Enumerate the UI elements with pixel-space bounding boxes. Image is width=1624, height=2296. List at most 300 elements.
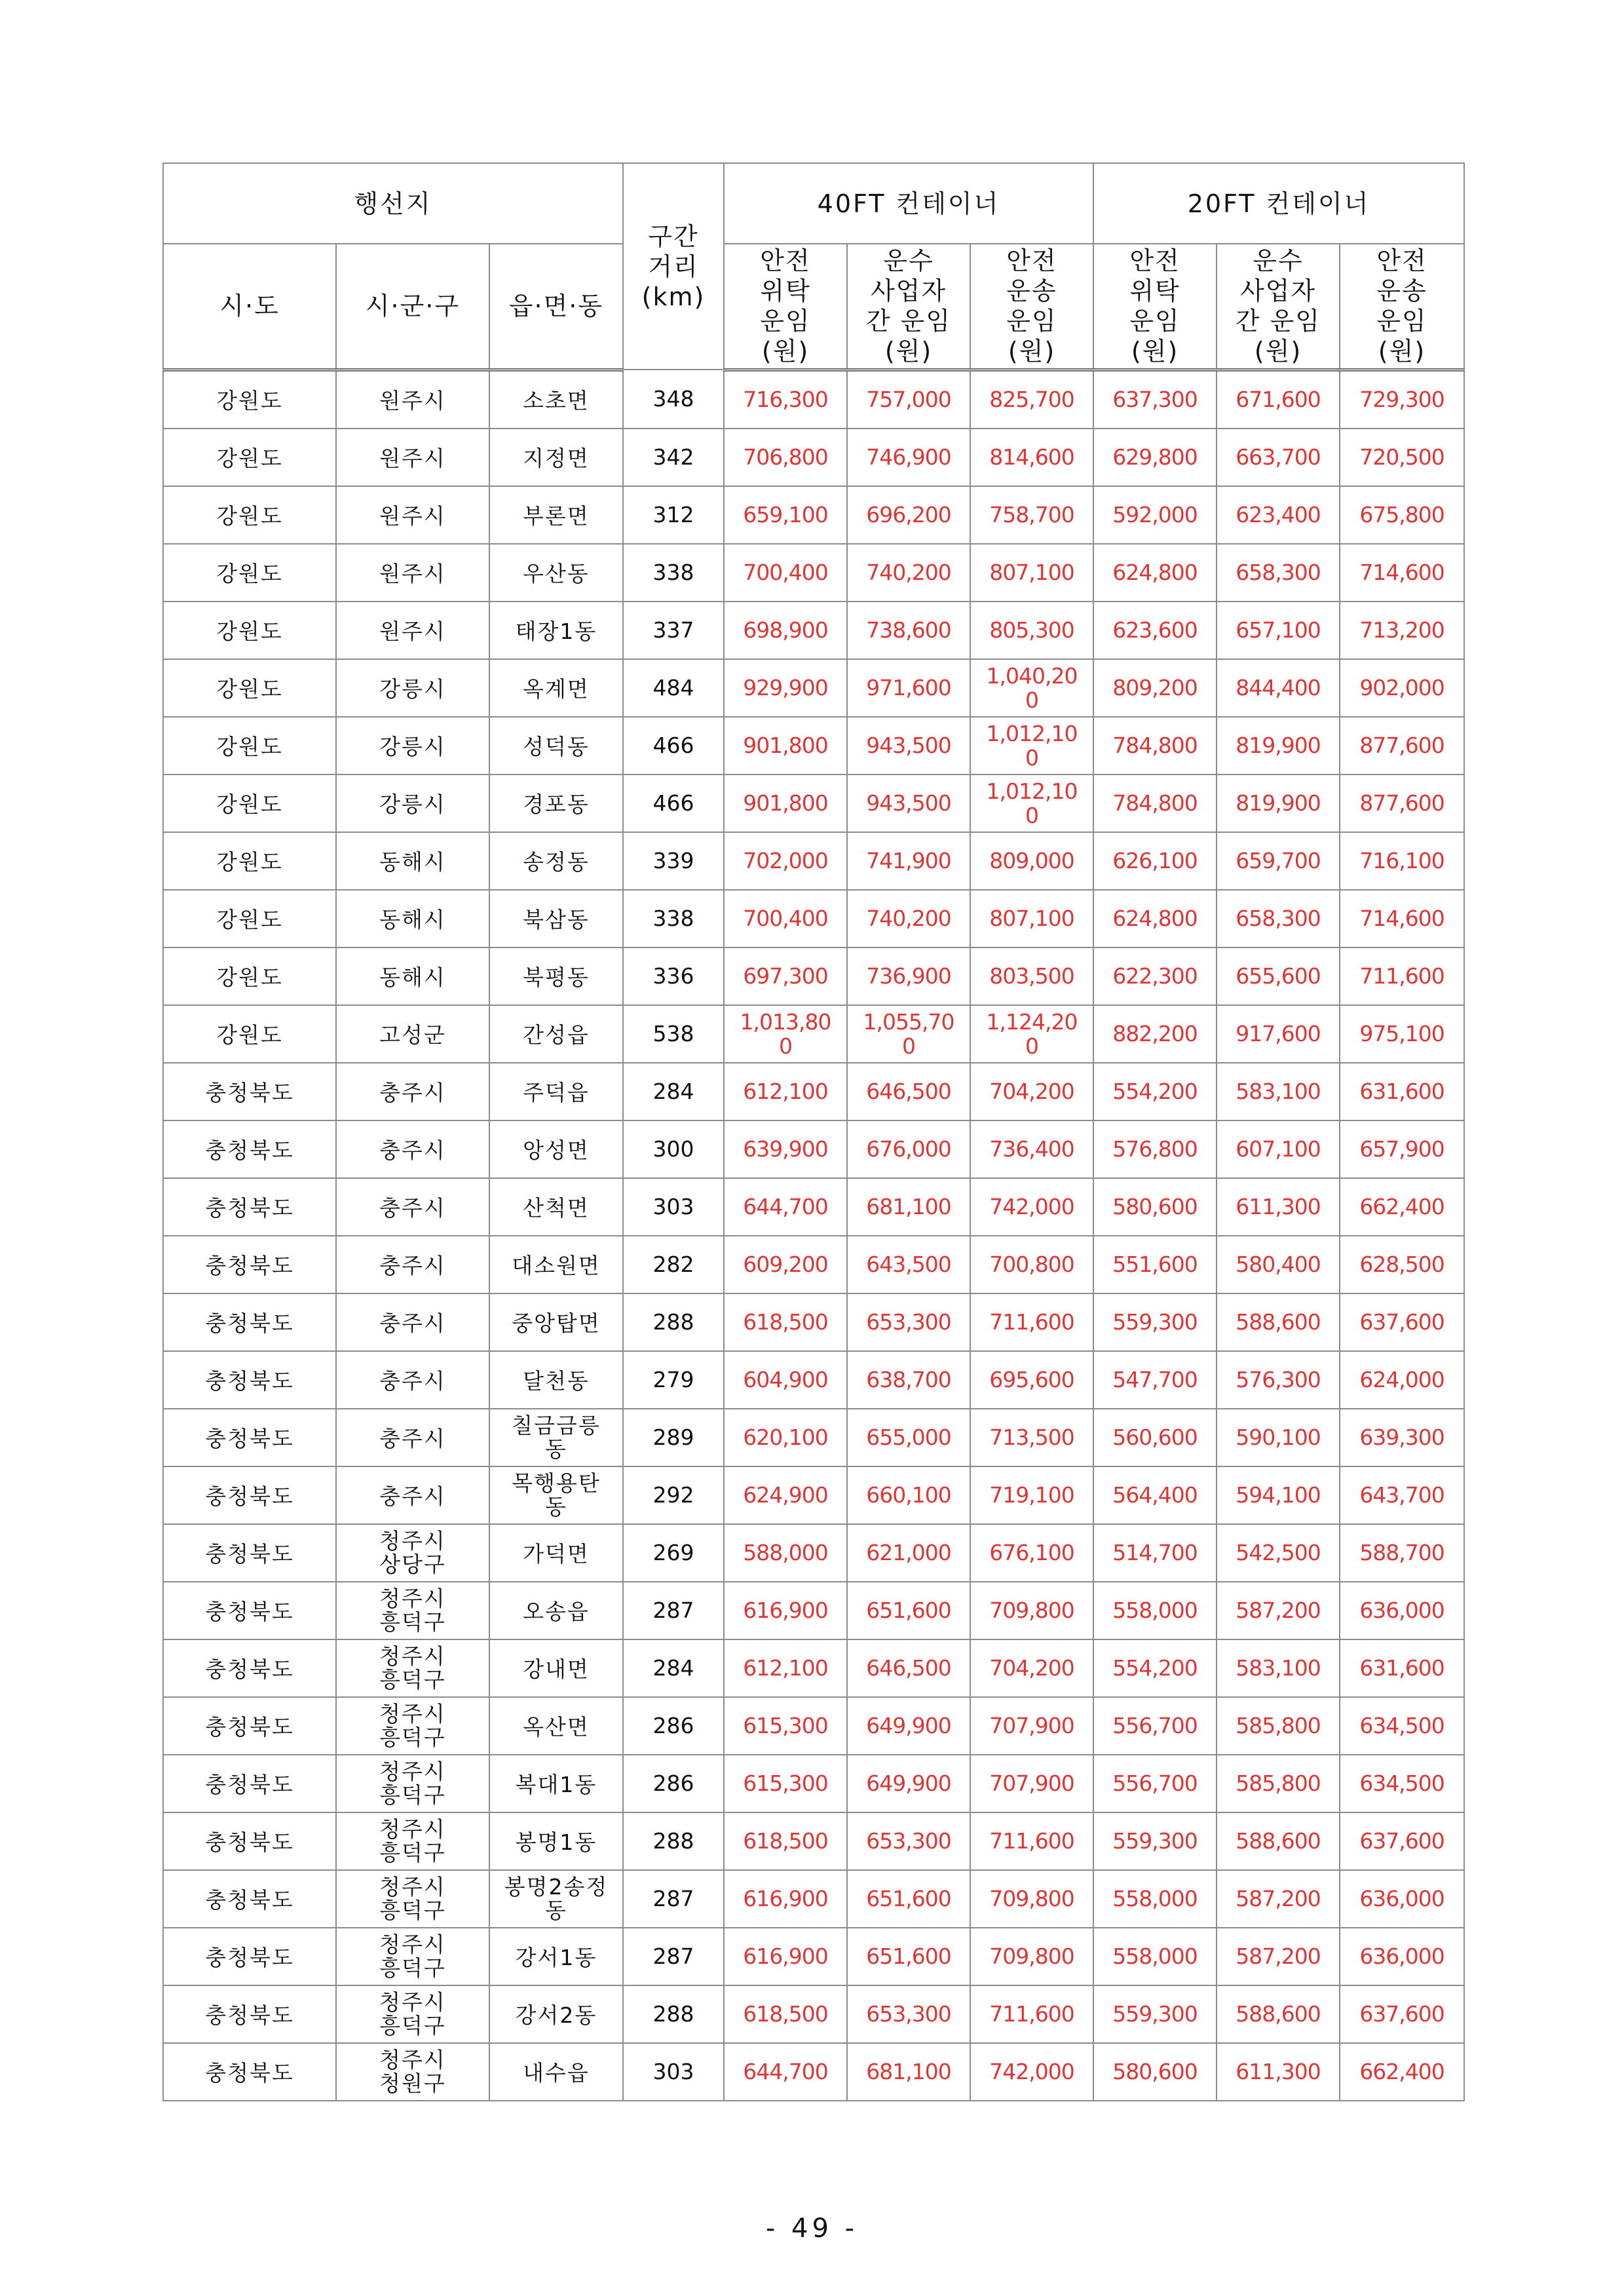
rate-cell: 556,700 xyxy=(1093,1697,1217,1755)
sigungu-cell: 청주시 흥덕구 xyxy=(336,1928,489,1985)
eupmyeondong-cell: 강서2동 xyxy=(489,1985,623,2043)
rate-cell: 696,200 xyxy=(847,486,970,544)
sigungu-cell: 충주시 xyxy=(336,1351,489,1409)
rate-cell: 607,100 xyxy=(1217,1120,1340,1178)
rate-cell: 624,900 xyxy=(724,1466,847,1524)
rate-cell: 588,600 xyxy=(1217,1812,1340,1870)
rate-cell: 623,400 xyxy=(1217,486,1340,544)
sido-cell: 충청북도 xyxy=(163,1120,336,1178)
rate-cell: 658,300 xyxy=(1217,890,1340,947)
sigungu-cell: 충주시 xyxy=(336,1293,489,1351)
rate-cell: 643,700 xyxy=(1340,1466,1464,1524)
rate-cell: 583,100 xyxy=(1217,1063,1340,1120)
rate-cell: 902,000 xyxy=(1340,659,1464,717)
rate-cell: 616,900 xyxy=(724,1928,847,1985)
table-row xyxy=(163,429,1464,486)
rate-cell: 618,500 xyxy=(724,1812,847,1870)
rate-cell: 809,200 xyxy=(1093,659,1217,717)
rate-cell: 901,800 xyxy=(724,775,847,832)
sido-cell: 충청북도 xyxy=(163,1928,336,1985)
sigungu-cell: 청주시 흥덕구 xyxy=(336,1582,489,1639)
rate-cell: 634,500 xyxy=(1340,1755,1464,1812)
eupmyeondong-cell: 소초면 xyxy=(489,370,623,429)
sigungu-cell: 강릉시 xyxy=(336,775,489,832)
sido-cell: 강원도 xyxy=(163,832,336,890)
rate-cell: 587,200 xyxy=(1217,1870,1340,1928)
rate-cell: 714,600 xyxy=(1340,544,1464,602)
distance-cell: 288 xyxy=(623,1812,724,1870)
rate-cell: 658,300 xyxy=(1217,544,1340,602)
sigungu-cell: 고성군 xyxy=(336,1005,489,1063)
eupmyeondong-cell: 간성읍 xyxy=(489,1005,623,1063)
table-row xyxy=(163,1639,1464,1697)
rate-cell: 740,200 xyxy=(847,890,970,947)
rate-cell: 1,040,20 0 xyxy=(970,659,1093,717)
rate-cell: 784,800 xyxy=(1093,775,1217,832)
rate-cell: 975,100 xyxy=(1340,1005,1464,1063)
table-row xyxy=(163,1178,1464,1236)
distance-cell: 284 xyxy=(623,1639,724,1697)
rate-cell: 646,500 xyxy=(847,1063,970,1120)
rate-cell: 612,100 xyxy=(724,1639,847,1697)
sido-cell: 충청북도 xyxy=(163,1812,336,1870)
eupmyeondong-cell: 봉명2송정 동 xyxy=(489,1870,623,1928)
table-row xyxy=(163,1005,1464,1063)
rate-cell: 629,800 xyxy=(1093,429,1217,486)
sigungu-cell: 원주시 xyxy=(336,602,489,659)
rate-cell: 611,300 xyxy=(1217,2043,1340,2101)
rate-cell: 653,300 xyxy=(847,1812,970,1870)
rate-cell: 711,600 xyxy=(970,1812,1093,1870)
sido-cell: 충청북도 xyxy=(163,1755,336,1812)
rate-cell: 758,700 xyxy=(970,486,1093,544)
rate-cell: 585,800 xyxy=(1217,1755,1340,1812)
rate-cell: 588,600 xyxy=(1217,1293,1340,1351)
rate-cell: 784,800 xyxy=(1093,717,1217,775)
sido-cell: 강원도 xyxy=(163,890,336,947)
rate-cell: 971,600 xyxy=(847,659,970,717)
sido-cell: 충청북도 xyxy=(163,1870,336,1928)
rate-cell: 659,700 xyxy=(1217,832,1340,890)
rate-cell: 639,300 xyxy=(1340,1409,1464,1466)
rate-cell: 709,800 xyxy=(970,1928,1093,1985)
rate-cell: 612,100 xyxy=(724,1063,847,1120)
eupmyeondong-cell: 산척면 xyxy=(489,1178,623,1236)
eupmyeondong-cell: 주덕읍 xyxy=(489,1063,623,1120)
eupmyeondong-cell: 내수읍 xyxy=(489,2043,623,2101)
rate-cell: 638,700 xyxy=(847,1351,970,1409)
rate-cell: 621,000 xyxy=(847,1524,970,1582)
rate-cell: 711,600 xyxy=(970,1985,1093,2043)
rate-cell: 559,300 xyxy=(1093,1812,1217,1870)
distance-cell: 287 xyxy=(623,1582,724,1639)
distance-cell: 284 xyxy=(623,1063,724,1120)
rate-cell: 636,000 xyxy=(1340,1928,1464,1985)
rate-cell: 700,400 xyxy=(724,544,847,602)
rate-cell: 580,400 xyxy=(1217,1236,1340,1293)
rate-cell: 559,300 xyxy=(1093,1293,1217,1351)
rate-cell: 709,800 xyxy=(970,1870,1093,1928)
rate-cell: 615,300 xyxy=(724,1697,847,1755)
rate-cell: 929,900 xyxy=(724,659,847,717)
sido-cell: 충청북도 xyxy=(163,1063,336,1120)
rate-cell: 711,600 xyxy=(1340,947,1464,1005)
rate-cell: 844,400 xyxy=(1217,659,1340,717)
table-row xyxy=(163,1524,1464,1582)
rate-cell: 1,012,10 0 xyxy=(970,717,1093,775)
eupmyeondong-cell: 옥계면 xyxy=(489,659,623,717)
table-row xyxy=(163,1985,1464,2043)
rate-cell: 901,800 xyxy=(724,717,847,775)
rate-cell: 740,200 xyxy=(847,544,970,602)
sigungu-cell: 청주시 흥덕구 xyxy=(336,1870,489,1928)
rate-cell: 559,300 xyxy=(1093,1985,1217,2043)
sido-cell: 충청북도 xyxy=(163,1639,336,1697)
rate-cell: 700,400 xyxy=(724,890,847,947)
rate-cell: 588,000 xyxy=(724,1524,847,1582)
distance-cell: 287 xyxy=(623,1928,724,1985)
rate-cell: 657,100 xyxy=(1217,602,1340,659)
rate-cell: 620,100 xyxy=(724,1409,847,1466)
eupmyeondong-cell: 송정동 xyxy=(489,832,623,890)
rate-cell: 741,900 xyxy=(847,832,970,890)
rate-cell: 877,600 xyxy=(1340,775,1464,832)
distance-cell: 269 xyxy=(623,1524,724,1582)
sido-cell: 강원도 xyxy=(163,544,336,602)
rate-cell: 882,200 xyxy=(1093,1005,1217,1063)
rate-cell: 644,700 xyxy=(724,1178,847,1236)
rate-cell: 623,600 xyxy=(1093,602,1217,659)
table-row xyxy=(163,1755,1464,1812)
sigungu-cell: 충주시 xyxy=(336,1063,489,1120)
rate-cell: 514,700 xyxy=(1093,1524,1217,1582)
distance-cell: 466 xyxy=(623,717,724,775)
safety-transport-rate-40ft-header: 안전 운송 운임 (원) xyxy=(970,244,1093,370)
table-row xyxy=(163,1063,1464,1120)
rate-cell: 588,700 xyxy=(1340,1524,1464,1582)
distance-cell: 286 xyxy=(623,1755,724,1812)
rate-cell: 676,100 xyxy=(970,1524,1093,1582)
sigungu-cell: 청주시 청원구 xyxy=(336,2043,489,2101)
rate-cell: 611,300 xyxy=(1217,1178,1340,1236)
distance-cell: 339 xyxy=(623,832,724,890)
table-row xyxy=(163,1870,1464,1928)
rate-cell: 681,100 xyxy=(847,2043,970,2101)
rate-cell: 655,600 xyxy=(1217,947,1340,1005)
distance-cell: 292 xyxy=(623,1466,724,1524)
eupmyeondong-cell: 칠금금릉 동 xyxy=(489,1409,623,1466)
table-row xyxy=(163,1409,1464,1466)
sido-cell: 충청북도 xyxy=(163,1582,336,1639)
rate-cell: 657,900 xyxy=(1340,1120,1464,1178)
rate-cell: 636,000 xyxy=(1340,1870,1464,1928)
eupmyeondong-cell: 옥산면 xyxy=(489,1697,623,1755)
container-40ft-header: 40FT 컨테이너 xyxy=(724,163,1093,244)
sigungu-cell: 원주시 xyxy=(336,370,489,429)
eupmyeondong-cell: 지정면 xyxy=(489,429,623,486)
eupmyeondong-cell: 강내면 xyxy=(489,1639,623,1697)
sigungu-cell: 충주시 xyxy=(336,1466,489,1524)
eupmyeondong-cell: 목행용탄 동 xyxy=(489,1466,623,1524)
sigungu-cell: 원주시 xyxy=(336,486,489,544)
rate-cell: 825,700 xyxy=(970,370,1093,429)
table-row xyxy=(163,832,1464,890)
sido-cell: 충청북도 xyxy=(163,1524,336,1582)
sido-cell: 강원도 xyxy=(163,486,336,544)
rate-cell: 616,900 xyxy=(724,1582,847,1639)
rate-cell: 634,500 xyxy=(1340,1697,1464,1755)
sigungu-cell: 청주시 상당구 xyxy=(336,1524,489,1582)
rate-cell: 646,500 xyxy=(847,1639,970,1697)
rate-cell: 551,600 xyxy=(1093,1236,1217,1293)
eupmyeondong-cell: 경포동 xyxy=(489,775,623,832)
rate-cell: 644,700 xyxy=(724,2043,847,2101)
eupmyeondong-cell: 앙성면 xyxy=(489,1120,623,1178)
distance-cell: 348 xyxy=(623,370,724,429)
rate-cell: 556,700 xyxy=(1093,1755,1217,1812)
rate-cell: 803,500 xyxy=(970,947,1093,1005)
rate-cell: 542,500 xyxy=(1217,1524,1340,1582)
distance-cell: 289 xyxy=(623,1409,724,1466)
table-row xyxy=(163,1351,1464,1409)
rate-cell: 660,100 xyxy=(847,1466,970,1524)
sigungu-cell: 동해시 xyxy=(336,947,489,1005)
sido-cell: 강원도 xyxy=(163,370,336,429)
eupmyeondong-cell: 가덕면 xyxy=(489,1524,623,1582)
rate-cell: 663,700 xyxy=(1217,429,1340,486)
distance-cell: 286 xyxy=(623,1697,724,1755)
rate-cell: 587,200 xyxy=(1217,1928,1340,1985)
sido-cell: 충청북도 xyxy=(163,1985,336,2043)
sido-cell: 충청북도 xyxy=(163,1466,336,1524)
rate-cell: 698,900 xyxy=(724,602,847,659)
distance-cell: 466 xyxy=(623,775,724,832)
eupmyeondong-cell: 중앙탑면 xyxy=(489,1293,623,1351)
sigungu-cell: 동해시 xyxy=(336,890,489,947)
table-row xyxy=(163,370,1464,429)
eupmyeondong-cell: 북평동 xyxy=(489,947,623,1005)
rate-rows xyxy=(163,370,1464,2101)
rate-cell: 1,012,10 0 xyxy=(970,775,1093,832)
rate-cell: 637,600 xyxy=(1340,1985,1464,2043)
rate-cell: 736,900 xyxy=(847,947,970,1005)
rate-cell: 702,000 xyxy=(724,832,847,890)
distance-cell: 303 xyxy=(623,1178,724,1236)
rate-cell: 943,500 xyxy=(847,717,970,775)
rate-cell: 659,100 xyxy=(724,486,847,544)
safety-transport-rate-20ft-header: 안전 운송 운임 (원) xyxy=(1340,244,1464,370)
distance-cell: 484 xyxy=(623,659,724,717)
table-row xyxy=(163,486,1464,544)
rate-cell: 746,900 xyxy=(847,429,970,486)
rate-cell: 704,200 xyxy=(970,1639,1093,1697)
rate-cell: 554,200 xyxy=(1093,1063,1217,1120)
rate-cell: 560,600 xyxy=(1093,1409,1217,1466)
table-row xyxy=(163,1466,1464,1524)
safety-consign-rate-40ft-header: 안전 위탁 운임 (원) xyxy=(724,244,847,370)
rate-cell: 719,100 xyxy=(970,1466,1093,1524)
rate-cell: 697,300 xyxy=(724,947,847,1005)
table-row xyxy=(163,890,1464,947)
rate-cell: 637,300 xyxy=(1093,370,1217,429)
table-row xyxy=(163,1697,1464,1755)
rate-cell: 639,900 xyxy=(724,1120,847,1178)
distance-cell: 312 xyxy=(623,486,724,544)
rate-cell: 742,000 xyxy=(970,2043,1093,2101)
rate-cell: 585,800 xyxy=(1217,1697,1340,1755)
rate-cell: 662,400 xyxy=(1340,1178,1464,1236)
rate-cell: 716,300 xyxy=(724,370,847,429)
rate-cell: 757,000 xyxy=(847,370,970,429)
sigungu-cell: 충주시 xyxy=(336,1120,489,1178)
rate-cell: 547,700 xyxy=(1093,1351,1217,1409)
table-row xyxy=(163,947,1464,1005)
sigungu-cell: 충주시 xyxy=(336,1236,489,1293)
rate-cell: 626,100 xyxy=(1093,832,1217,890)
rate-cell: 580,600 xyxy=(1093,1178,1217,1236)
sigungu-header: 시·군·구 xyxy=(336,244,489,370)
distance-cell: 300 xyxy=(623,1120,724,1178)
rate-cell: 558,000 xyxy=(1093,1582,1217,1639)
table-row xyxy=(163,1120,1464,1178)
table-row xyxy=(163,544,1464,602)
rate-cell: 1,124,20 0 xyxy=(970,1005,1093,1063)
rate-cell: 637,600 xyxy=(1340,1293,1464,1351)
distance-cell: 338 xyxy=(623,890,724,947)
rate-cell: 700,800 xyxy=(970,1236,1093,1293)
distance-cell: 282 xyxy=(623,1236,724,1293)
rate-cell: 564,400 xyxy=(1093,1466,1217,1524)
rate-cell: 622,300 xyxy=(1093,947,1217,1005)
rate-cell: 576,800 xyxy=(1093,1120,1217,1178)
sido-cell: 강원도 xyxy=(163,947,336,1005)
sigungu-cell: 청주시 흥덕구 xyxy=(336,1639,489,1697)
rate-cell: 649,900 xyxy=(847,1755,970,1812)
eupmyeondong-cell: 오송읍 xyxy=(489,1582,623,1639)
sigungu-cell: 동해시 xyxy=(336,832,489,890)
rate-cell: 917,600 xyxy=(1217,1005,1340,1063)
distance-cell: 337 xyxy=(623,602,724,659)
sigungu-cell: 청주시 흥덕구 xyxy=(336,1812,489,1870)
rate-cell: 558,000 xyxy=(1093,1870,1217,1928)
rate-cell: 676,000 xyxy=(847,1120,970,1178)
sido-cell: 강원도 xyxy=(163,659,336,717)
rate-cell: 695,600 xyxy=(970,1351,1093,1409)
sido-cell: 충청북도 xyxy=(163,1178,336,1236)
distance-cell: 303 xyxy=(623,2043,724,2101)
rate-cell: 628,500 xyxy=(1340,1236,1464,1293)
sido-cell: 강원도 xyxy=(163,1005,336,1063)
rate-cell: 713,200 xyxy=(1340,602,1464,659)
rate-cell: 714,600 xyxy=(1340,890,1464,947)
rate-cell: 805,300 xyxy=(970,602,1093,659)
eupmyeondong-cell: 부론면 xyxy=(489,486,623,544)
rate-cell: 681,100 xyxy=(847,1178,970,1236)
sigungu-cell: 강릉시 xyxy=(336,717,489,775)
rate-cell: 580,600 xyxy=(1093,2043,1217,2101)
rate-cell: 624,800 xyxy=(1093,890,1217,947)
rate-cell: 624,800 xyxy=(1093,544,1217,602)
rate-cell: 706,800 xyxy=(724,429,847,486)
rate-cell: 651,600 xyxy=(847,1870,970,1928)
rate-cell: 807,100 xyxy=(970,544,1093,602)
rate-cell: 618,500 xyxy=(724,1293,847,1351)
rate-cell: 711,600 xyxy=(970,1293,1093,1351)
sido-cell: 충청북도 xyxy=(163,1697,336,1755)
rate-cell: 729,300 xyxy=(1340,370,1464,429)
sido-cell: 충청북도 xyxy=(163,2043,336,2101)
eupmyeondong-cell: 강서1동 xyxy=(489,1928,623,1985)
table-row xyxy=(163,602,1464,659)
sigungu-cell: 충주시 xyxy=(336,1409,489,1466)
table-row xyxy=(163,775,1464,832)
rate-cell: 631,600 xyxy=(1340,1639,1464,1697)
rate-cell: 631,600 xyxy=(1340,1063,1464,1120)
sigungu-cell: 원주시 xyxy=(336,544,489,602)
distance-cell: 287 xyxy=(623,1870,724,1928)
rate-cell: 636,000 xyxy=(1340,1582,1464,1639)
sido-cell: 강원도 xyxy=(163,429,336,486)
rate-cell: 583,100 xyxy=(1217,1639,1340,1697)
rate-cell: 671,600 xyxy=(1217,370,1340,429)
rate-cell: 1,055,70 0 xyxy=(847,1005,970,1063)
distance-cell: 338 xyxy=(623,544,724,602)
distance-cell: 342 xyxy=(623,429,724,486)
rate-cell: 707,900 xyxy=(970,1755,1093,1812)
rate-cell: 819,900 xyxy=(1217,717,1340,775)
rate-cell: 738,600 xyxy=(847,602,970,659)
table-row xyxy=(163,1812,1464,1870)
table-row xyxy=(163,1236,1464,1293)
distance-header: 구간 거리 (km) xyxy=(623,163,724,370)
rate-cell: 809,000 xyxy=(970,832,1093,890)
rate-cell: 649,900 xyxy=(847,1697,970,1755)
sigungu-cell: 청주시 흥덕구 xyxy=(336,1755,489,1812)
rate-cell: 594,100 xyxy=(1217,1466,1340,1524)
table-row xyxy=(163,1582,1464,1639)
table-row xyxy=(163,2043,1464,2101)
rate-cell: 651,600 xyxy=(847,1582,970,1639)
sido-cell: 충청북도 xyxy=(163,1351,336,1409)
rate-cell: 604,900 xyxy=(724,1351,847,1409)
rate-cell: 807,100 xyxy=(970,890,1093,947)
sigungu-cell: 청주시 흥덕구 xyxy=(336,1985,489,2043)
distance-cell: 288 xyxy=(623,1293,724,1351)
freight-rate-table xyxy=(162,163,1465,2101)
rate-cell: 713,500 xyxy=(970,1409,1093,1466)
rate-cell: 814,600 xyxy=(970,429,1093,486)
eupmyeondong-cell: 태장1동 xyxy=(489,602,623,659)
rate-cell: 609,200 xyxy=(724,1236,847,1293)
distance-cell: 279 xyxy=(623,1351,724,1409)
table-row xyxy=(163,659,1464,717)
rate-cell: 653,300 xyxy=(847,1293,970,1351)
sido-header: 시·도 xyxy=(163,244,336,370)
sigungu-cell: 원주시 xyxy=(336,429,489,486)
rate-cell: 576,300 xyxy=(1217,1351,1340,1409)
rate-cell: 742,000 xyxy=(970,1178,1093,1236)
carrier-rate-40ft-header: 운수 사업자 간 운임 (원) xyxy=(847,244,970,370)
eupmyeondong-cell: 성덕동 xyxy=(489,717,623,775)
rate-cell: 720,500 xyxy=(1340,429,1464,486)
rate-cell: 588,600 xyxy=(1217,1985,1340,2043)
rate-cell: 592,000 xyxy=(1093,486,1217,544)
rate-cell: 653,300 xyxy=(847,1985,970,2043)
rate-cell: 675,800 xyxy=(1340,486,1464,544)
rate-cell: 655,000 xyxy=(847,1409,970,1466)
rate-cell: 637,600 xyxy=(1340,1812,1464,1870)
rate-cell: 1,013,80 0 xyxy=(724,1005,847,1063)
